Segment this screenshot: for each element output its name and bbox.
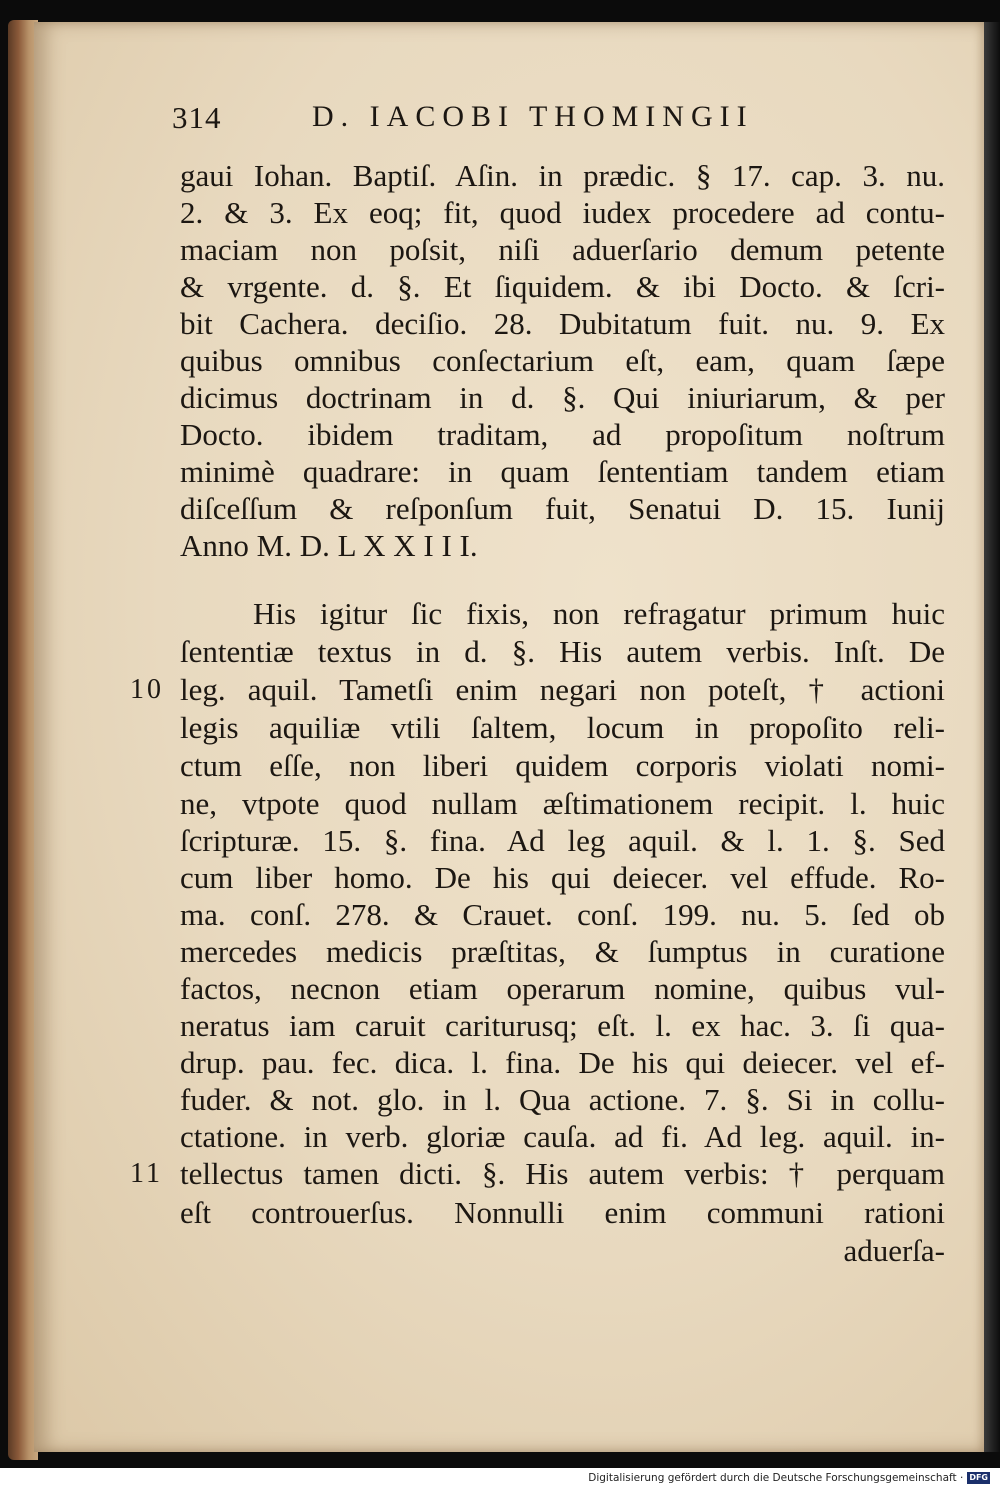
text-line: ctum eſſe, non liberi quidem corporis violati nomi- [180,748,945,783]
margin-number: 11 [130,1158,163,1189]
text-line: factos, necnon etiam operarum nomine, quibus vul- [180,971,945,1006]
text-line: Docto. ibidem traditam, ad propoſitum noſtrum [180,417,945,452]
text-line: Anno M. D. L X X I I I. [180,528,478,563]
text-line: His igitur ſic fixis, non refragatur primum huic [253,596,945,631]
text-line: legis aquiliæ vtili ſaltem, locum in propoſito reli- [180,710,945,745]
digitization-credit [588,1472,990,1484]
text-line: gaui Iohan. Baptiſ. Aſin. in prædic. § 17. cap. 3. nu. [180,158,945,193]
text-line: ne, vtpote quod nullam æſtimationem recipit. l. huic [180,786,945,821]
text-line: ſententiæ textus in d. §. His autem verbis. Inſt. De [180,634,945,669]
dfg-logo: DFG [969,1473,988,1482]
running-head-title: D. IACOBI THOMINGII [312,100,754,133]
text-line: cum liber homo. De his qui deiecer. vel effude. Ro- [180,860,945,895]
text-line: fuder. & not. glo. in l. Qua actione. 7. §. Si in collu- [180,1082,945,1117]
text-line: minimè quadrare: in quam ſententiam tandem etiam [180,454,945,489]
text-line: diſceſſum & reſponſum fuit, Senatui D. 15. Iunij [180,491,945,526]
text-line: eſt controuerſus. Nonnulli enim communi rationi [180,1195,945,1230]
text-line: quibus omnibus conſectarium eſt, eam, quam ſæpe [180,343,945,378]
catchword: aduerſa- [843,1233,945,1268]
text-line: leg. aquil. Tametſi enim negari non poteſt, † actioni [180,672,945,707]
text-line: ma. conſ. 278. & Crauet. conſ. 199. nu. 5. ſed ob [180,897,945,932]
page-number: 314 [172,100,222,135]
text-line: & vrgente. d. §. Et ſiquidem. & ibi Docto. & ſcri- [180,269,945,304]
text-line: mercedes medicis præſtitas, & ſumptus in curatione [180,934,945,969]
text-line: maciam non poſsit, niſi aduerſario demum petente [180,232,945,267]
text-line: 2. & 3. Ex eoq; fit, quod iudex procedere ad contu- [180,195,945,230]
text-line: dicimus doctrinam in d. §. Qui iniuriarum, & per [180,380,945,415]
text-line: ctatione. in verb. gloriæ cauſa. ad fi. Ad leg. aquil. in- [180,1119,945,1154]
right-border [984,22,1000,1452]
text-line: tellectus tamen dicti. §. His autem verbis: † perquam [180,1156,945,1191]
margin-number: 10 [130,674,164,705]
credit-text: Digitalisierung gefördert durch die Deutsche Forschungsgemeinschaft · [588,1472,964,1484]
text-line: neratus iam caruit cariturusq; eſt. l. ex hac. 3. ſi qua- [180,1008,945,1043]
text-line: ſcripturæ. 15. §. fina. Ad leg aquil. & l. 1. §. Sed [180,823,945,858]
running-head [172,100,852,140]
text-line: drup. pau. fec. dica. l. fina. De his qui deiecer. vel ef- [180,1045,945,1080]
text-line: bit Cachera. deciſio. 28. Dubitatum fuit. nu. 9. Ex [180,306,945,341]
